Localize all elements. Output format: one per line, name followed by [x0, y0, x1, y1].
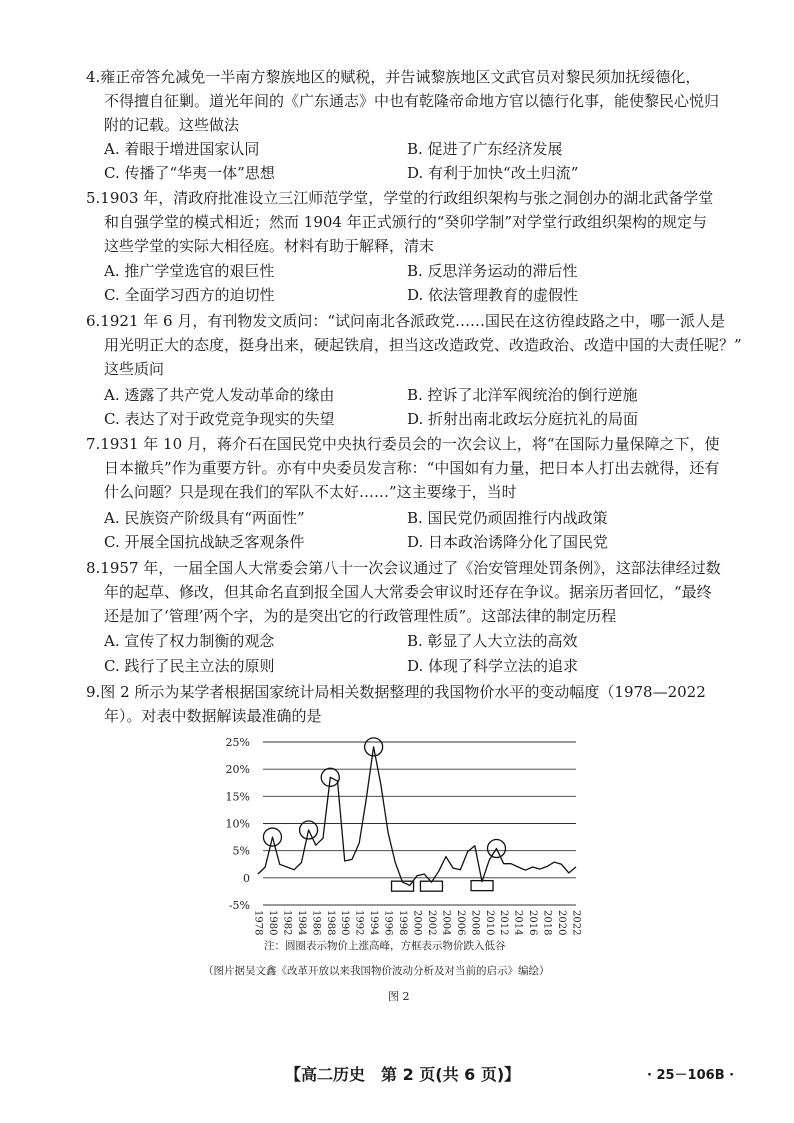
question-6-option-d: D. 折射出南北政坛分庭抗礼的局面	[407, 410, 639, 428]
x-tick-label: 2010	[483, 910, 495, 936]
x-tick-label: 1978	[252, 910, 264, 936]
question-5-line-2: 和自强学堂的模式相近；然而 1904 年正式颁行的“癸卯学制”对学堂行政组织架构的规定与	[104, 213, 708, 231]
x-tick-label: 1986	[310, 910, 322, 936]
x-tick-label: 2004	[440, 910, 452, 936]
x-tick-label: 2012	[498, 910, 510, 936]
y-tick-label: 25%	[225, 736, 250, 749]
x-tick-label: 1990	[339, 910, 351, 936]
question-6-line-2: 用光明正大的态度，挺身出来，硬起铁肩，担当这改造政党、改造政治、改造中国的大责任呢？”	[104, 336, 742, 354]
question-4-option-c: C. 传播了“华夷一体”思想	[104, 164, 275, 182]
question-8-line-2: 年的起草、修改，但其命名直到报全国人大常委会审议时还存在争议。据亲历者回忆，“最终	[104, 583, 712, 601]
x-tick-label: 2006	[454, 910, 466, 936]
x-tick-label: 1992	[353, 910, 365, 936]
footer-page-info: 【高二历史 第 2 页(共 6 页)】	[285, 1065, 521, 1084]
y-tick-label: -5%	[228, 899, 250, 912]
question-6-option-b: B. 控诉了北洋军阀统治的倒行逆施	[407, 386, 638, 404]
question-5-line-1: 5.1903 年，清政府批准设立三江师范学堂，学堂的行政组织架构与张之洞创办的湖北武备学堂	[86, 189, 714, 207]
x-tick-label: 2000	[411, 910, 423, 936]
x-tick-label: 2020	[556, 910, 568, 936]
question-4-option-a: A. 着眼于增进国家认同	[104, 140, 260, 158]
question-7-option-d: D. 日本政治诱降分化了国民党	[407, 533, 609, 551]
question-8-option-a: A. 宣传了权力制衡的观念	[104, 632, 275, 650]
question-4-line-1: 4.雍正帝答允减免一半南方黎族地区的赋税，并告诫黎族地区文武官员对黎民须加抚绥德化，	[86, 68, 701, 86]
x-tick-label: 2016	[527, 910, 539, 936]
question-7-option-c: C. 开展全国抗战缺乏客观条件	[104, 533, 305, 551]
x-tick-label: 2002	[425, 910, 437, 936]
chart-markers	[263, 738, 505, 891]
x-tick-label: 1988	[324, 910, 336, 936]
question-6-line-1: 6.1921 年 6 月，有刊物发文质问：“试问南北各派政党……国民在这彷徨歧路之中，哪一派人是	[86, 312, 726, 330]
question-7-line-1: 7.1931 年 10 月，蒋介石在国民党中央执行委员会的一次会议上，将“在国际力量保障之下，使	[86, 435, 720, 453]
question-8-line-3: 还是加了‘管理’两个字，为的是突出它的行政管理性质”。这部法律的制定历程	[104, 607, 617, 625]
x-tick-label: 1996	[382, 910, 394, 936]
question-4-option-d: D. 有利于加快“改土归流”	[407, 164, 579, 182]
question-8-option-d: D. 体现了科学立法的追求	[407, 657, 579, 675]
y-tick-label: 20%	[225, 763, 250, 777]
question-7-line-3: 什么问题？只是现在我们的军队不太好……”这主要缘于，当时	[104, 483, 517, 501]
x-tick-label: 1982	[281, 910, 293, 936]
x-tick-label: 2014	[512, 910, 524, 936]
question-6-line-3: 这些质问	[104, 360, 165, 378]
y-tick-label: 0	[243, 871, 250, 885]
question-7-line-2: 日本撤兵”作为重要方针。亦有中央委员发言称：“中国如有力量，把日本人打出去就得，还有	[104, 459, 720, 477]
question-5-line-3: 这些学堂的实际大相径庭。材料有助于解释，清末	[104, 237, 435, 255]
question-5-option-c: C. 全面学习西方的迫切性	[104, 286, 275, 304]
question-8-option-b: B. 彰显了人大立法的高效	[407, 632, 578, 650]
x-tick-label: 1980	[266, 910, 278, 936]
x-tick-label: 2022	[570, 910, 582, 936]
x-tick-label: 2018	[541, 910, 553, 936]
question-8-option-c: C. 践行了民主立法的原则	[104, 657, 275, 675]
question-8-line-1: 8.1957 年，一届全国人大常委会第八十一次会议通过了《治安管理处罚条例》，这部法律经过数	[86, 559, 721, 577]
question-5-option-b: B. 反思洋务运动的滞后性	[407, 262, 578, 280]
question-4-option-b: B. 促进了广东经济发展	[407, 140, 563, 158]
y-tick-label: 5%	[232, 844, 250, 858]
figure-note: 注：圆圈表示物价上涨高峰，方框表示物价跌入低谷	[264, 940, 506, 952]
question-5-option-d: D. 依法管理教育的虚假性	[407, 286, 579, 304]
question-7-option-b: B. 国民党仍顽固推行内战政策	[407, 509, 608, 527]
x-tick-label: 1994	[368, 910, 380, 936]
chart-gridlines	[263, 742, 576, 905]
x-tick-label: 2008	[469, 910, 481, 936]
y-tick-label: 15%	[225, 790, 250, 804]
question-6-option-a: A. 透露了共产党人发动革命的缘由	[104, 386, 335, 404]
question-9-line-1: 9.图 2 所示为某学者根据国家统计局相关数据整理的我国物价水平的变动幅度（1978—2022	[86, 683, 706, 701]
question-4-line-2: 不得擅自征剿。道光年间的《广东通志》中也有乾隆帝命地方官以德行化事，能使黎民心悦归	[104, 92, 720, 110]
question-6-option-c: C. 表达了对于政党竞争现实的失望	[104, 410, 335, 428]
chart-x-tick-labels	[253, 910, 582, 935]
question-4-line-3: 附的记载。这些做法	[104, 116, 240, 134]
y-tick-label: 10%	[225, 817, 250, 831]
chart-series	[258, 747, 576, 886]
x-tick-label: 1998	[397, 910, 409, 936]
question-9-line-2: 年）。对表中数据解读最准确的是	[104, 707, 322, 725]
question-7-option-a: A. 民族资产阶级具有“两面性”	[104, 509, 305, 527]
x-tick-label: 1984	[295, 910, 307, 936]
price-series-line	[258, 747, 576, 886]
question-5-option-a: A. 推广学堂选官的艰巨性	[104, 262, 275, 280]
figure-caption: 图 2	[388, 990, 410, 1003]
figure-source: （图片据吴文鑫《改革开放以来我国物价波动分析及对当前的启示》编绘）	[203, 965, 550, 977]
chart-y-tick-labels	[226, 736, 250, 912]
footer-code: · 25－106B ·	[647, 1068, 735, 1083]
